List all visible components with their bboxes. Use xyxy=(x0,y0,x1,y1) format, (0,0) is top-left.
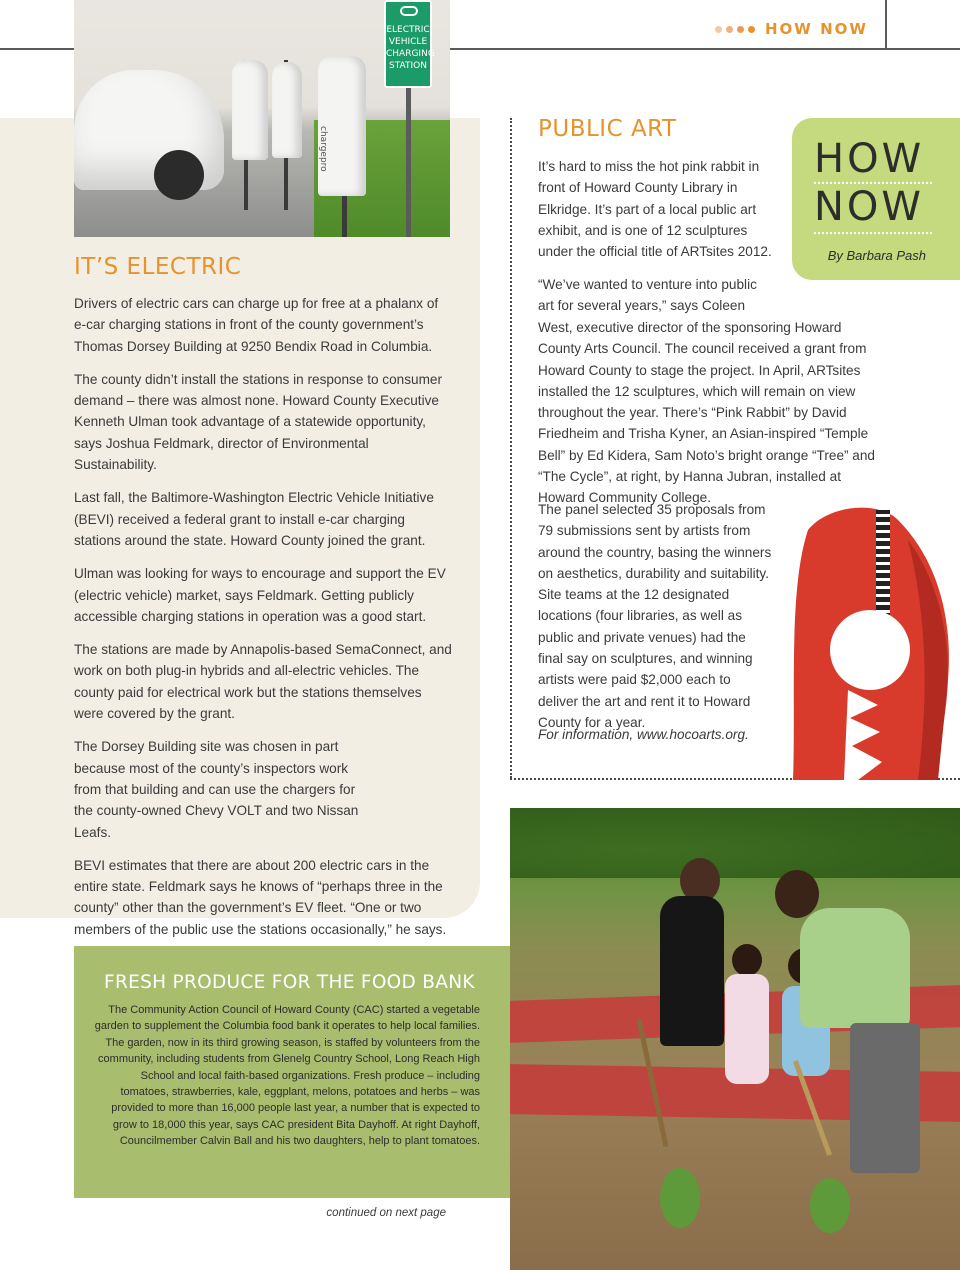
sculpture-hole xyxy=(830,610,910,690)
electric-paragraph: The Dorsey Building site was chosen in part because most of the county’s inspectors work from that building and can use the chargers for the county-owned Chevy VOLT and two Nissan Leafs. xyxy=(74,739,359,840)
photo-person-girl-body xyxy=(725,974,769,1084)
public-art-p1: It’s hard to miss the hot pink rabbit in front of Howard County Library in Elkridge. It’s part of a local public art exhibit, and is one of 12 sculptures under the official title of ARTsites 2012. xyxy=(538,159,772,260)
food-bank-box xyxy=(74,946,510,1198)
photo-charger xyxy=(272,62,302,158)
public-art-p3: The panel selected 35 proposals from 79 submissions sent by artists from around the country, basing the winners on aesthetics, durability and suitability. Site teams at the 12 designated locations (four libraries, as well as public and private venues) had the final say on sculptures, and winning artists were paid $2,000 each to deliver the art and rent it to Howard County for a year. xyxy=(538,502,772,730)
photo-wheel xyxy=(154,150,204,200)
public-art-heading: PUBLIC ART xyxy=(538,116,677,142)
charger-brand: chargepro xyxy=(318,126,328,172)
dot-icon xyxy=(726,26,733,33)
badge-word-how: HOW xyxy=(814,136,925,182)
photo-plant xyxy=(810,1178,850,1233)
electric-paragraph: The stations are made by Annapolis-based SemaConnect, and work on both plug-in hybrids and all-electric vehicles. The county paid for electrical work but the stations themselves were covered by the grant. xyxy=(74,642,452,722)
how-now-badge xyxy=(792,118,960,280)
public-art-info: For information, www.hocoarts.org. xyxy=(538,727,749,742)
sign-line: ELECTRIC xyxy=(386,25,430,35)
sign-post xyxy=(406,88,411,237)
badge-dotted-rule xyxy=(814,232,932,234)
garden-photo xyxy=(510,808,960,1270)
badge-word-now: NOW xyxy=(814,184,924,230)
continued-note: continued on next page xyxy=(326,1207,446,1219)
byline: By Barbara Pash xyxy=(827,248,926,263)
dot-icon xyxy=(715,26,722,33)
electric-paragraph: Drivers of electric cars can charge up for free at a phalanx of e-car charging stations in front of the county government’s Thomas Dorsey Building at 9250 Bendix Road in Columbia. xyxy=(74,296,439,354)
photo-trees xyxy=(510,808,960,878)
electric-paragraph: Last fall, the Baltimore-Washington Electric Vehicle Initiative (BEVI) received a federal grant to install e-car charging stations around the state. Howard County joined the grant. xyxy=(74,490,434,548)
public-art-border-left xyxy=(510,118,512,778)
public-art-p2a: “We’ve wanted to venture into public art for several years,” says Coleen xyxy=(538,277,757,314)
photo-plant xyxy=(660,1168,700,1228)
dot-icon xyxy=(748,26,755,33)
sign-line: VEHICLE xyxy=(388,37,428,47)
photo-person-man-legs xyxy=(850,1023,920,1173)
section-label: HOW NOW xyxy=(765,20,868,38)
electric-paragraph: BEVI estimates that there are about 200 electric cars in the entire state. Feldmark says he knows of “perhaps three in the county” other than the government’s EV fleet. “One or two members of the public use the stations occasionally,” he says. xyxy=(74,857,447,937)
sign-line: STATION xyxy=(389,61,427,71)
charging-station-sign xyxy=(384,0,435,88)
ev-charging-photo xyxy=(74,0,450,237)
electric-paragraph: Ulman was looking for ways to encourage and support the EV (electric vehicle) market, says Feldmark. Getting publicly accessible charging stations in operation was a good start. xyxy=(74,566,446,624)
photo-person-girl xyxy=(732,944,762,976)
electric-paragraph: The county didn’t install the stations in response to consumer demand – there was almost none. Howard County Executive Kenneth Ulman took advantage of a statewide opportunity, says Joshua Feldmark, director of Environmental Sustainability. xyxy=(74,371,442,473)
food-bank-heading: FRESH PRODUCE FOR THE FOOD BANK xyxy=(104,972,475,993)
electric-heading: IT’S ELECTRIC xyxy=(74,254,242,280)
public-art-p2b: West, executive director of the sponsoring Howard County Arts Council. The council received a grant from Howard County to stage the project. In April, ARTsites installed the 12 sculptures, which will remain on view throughout the year. There’s “Pink Rabbit” by David Friedheim and Trisha Kyner, an Asian-inspired “Temple Bell” by Ed Kidera, Sam Noto’s bright orange “Tree” and “The Cycle”, at right, by Hanna Jubran, installed at Howard Community College. xyxy=(538,320,875,506)
sign-line: CHARGING xyxy=(386,49,435,59)
sculpture-teeth xyxy=(876,510,890,622)
plug-icon xyxy=(400,6,418,16)
photo-person-man xyxy=(775,870,819,918)
electric-body xyxy=(74,293,452,952)
photo-charger xyxy=(232,60,268,160)
photo-charger xyxy=(318,56,366,196)
photo-person-man-body xyxy=(800,908,910,1028)
food-bank-body: The Community Action Council of Howard County (CAC) started a vegetable garden to supplement the Columbia food bank it operates to help local families. The garden, now in its third growing season, is staffed by volunteers from the community, including students from Glenelg Country School, Long Reach High School and local faith-based organizations. Fresh produce – including tomatoes, strawberries, kale, eggplant, melons, potatoes and herbs – was provided to more than 16,000 people last year, a number that is expected to grow to 18,000 this year, says CAC president Bita Dayhoff. At right Dayhoff, Councilmember Calvin Ball and his two daughters, help to plant tomatoes. xyxy=(94,1004,480,1148)
dot-icon xyxy=(737,26,744,33)
sculpture-photo xyxy=(788,500,960,780)
photo-person-woman-body xyxy=(660,896,724,1046)
section-tag xyxy=(715,18,875,40)
header-divider xyxy=(885,0,887,50)
